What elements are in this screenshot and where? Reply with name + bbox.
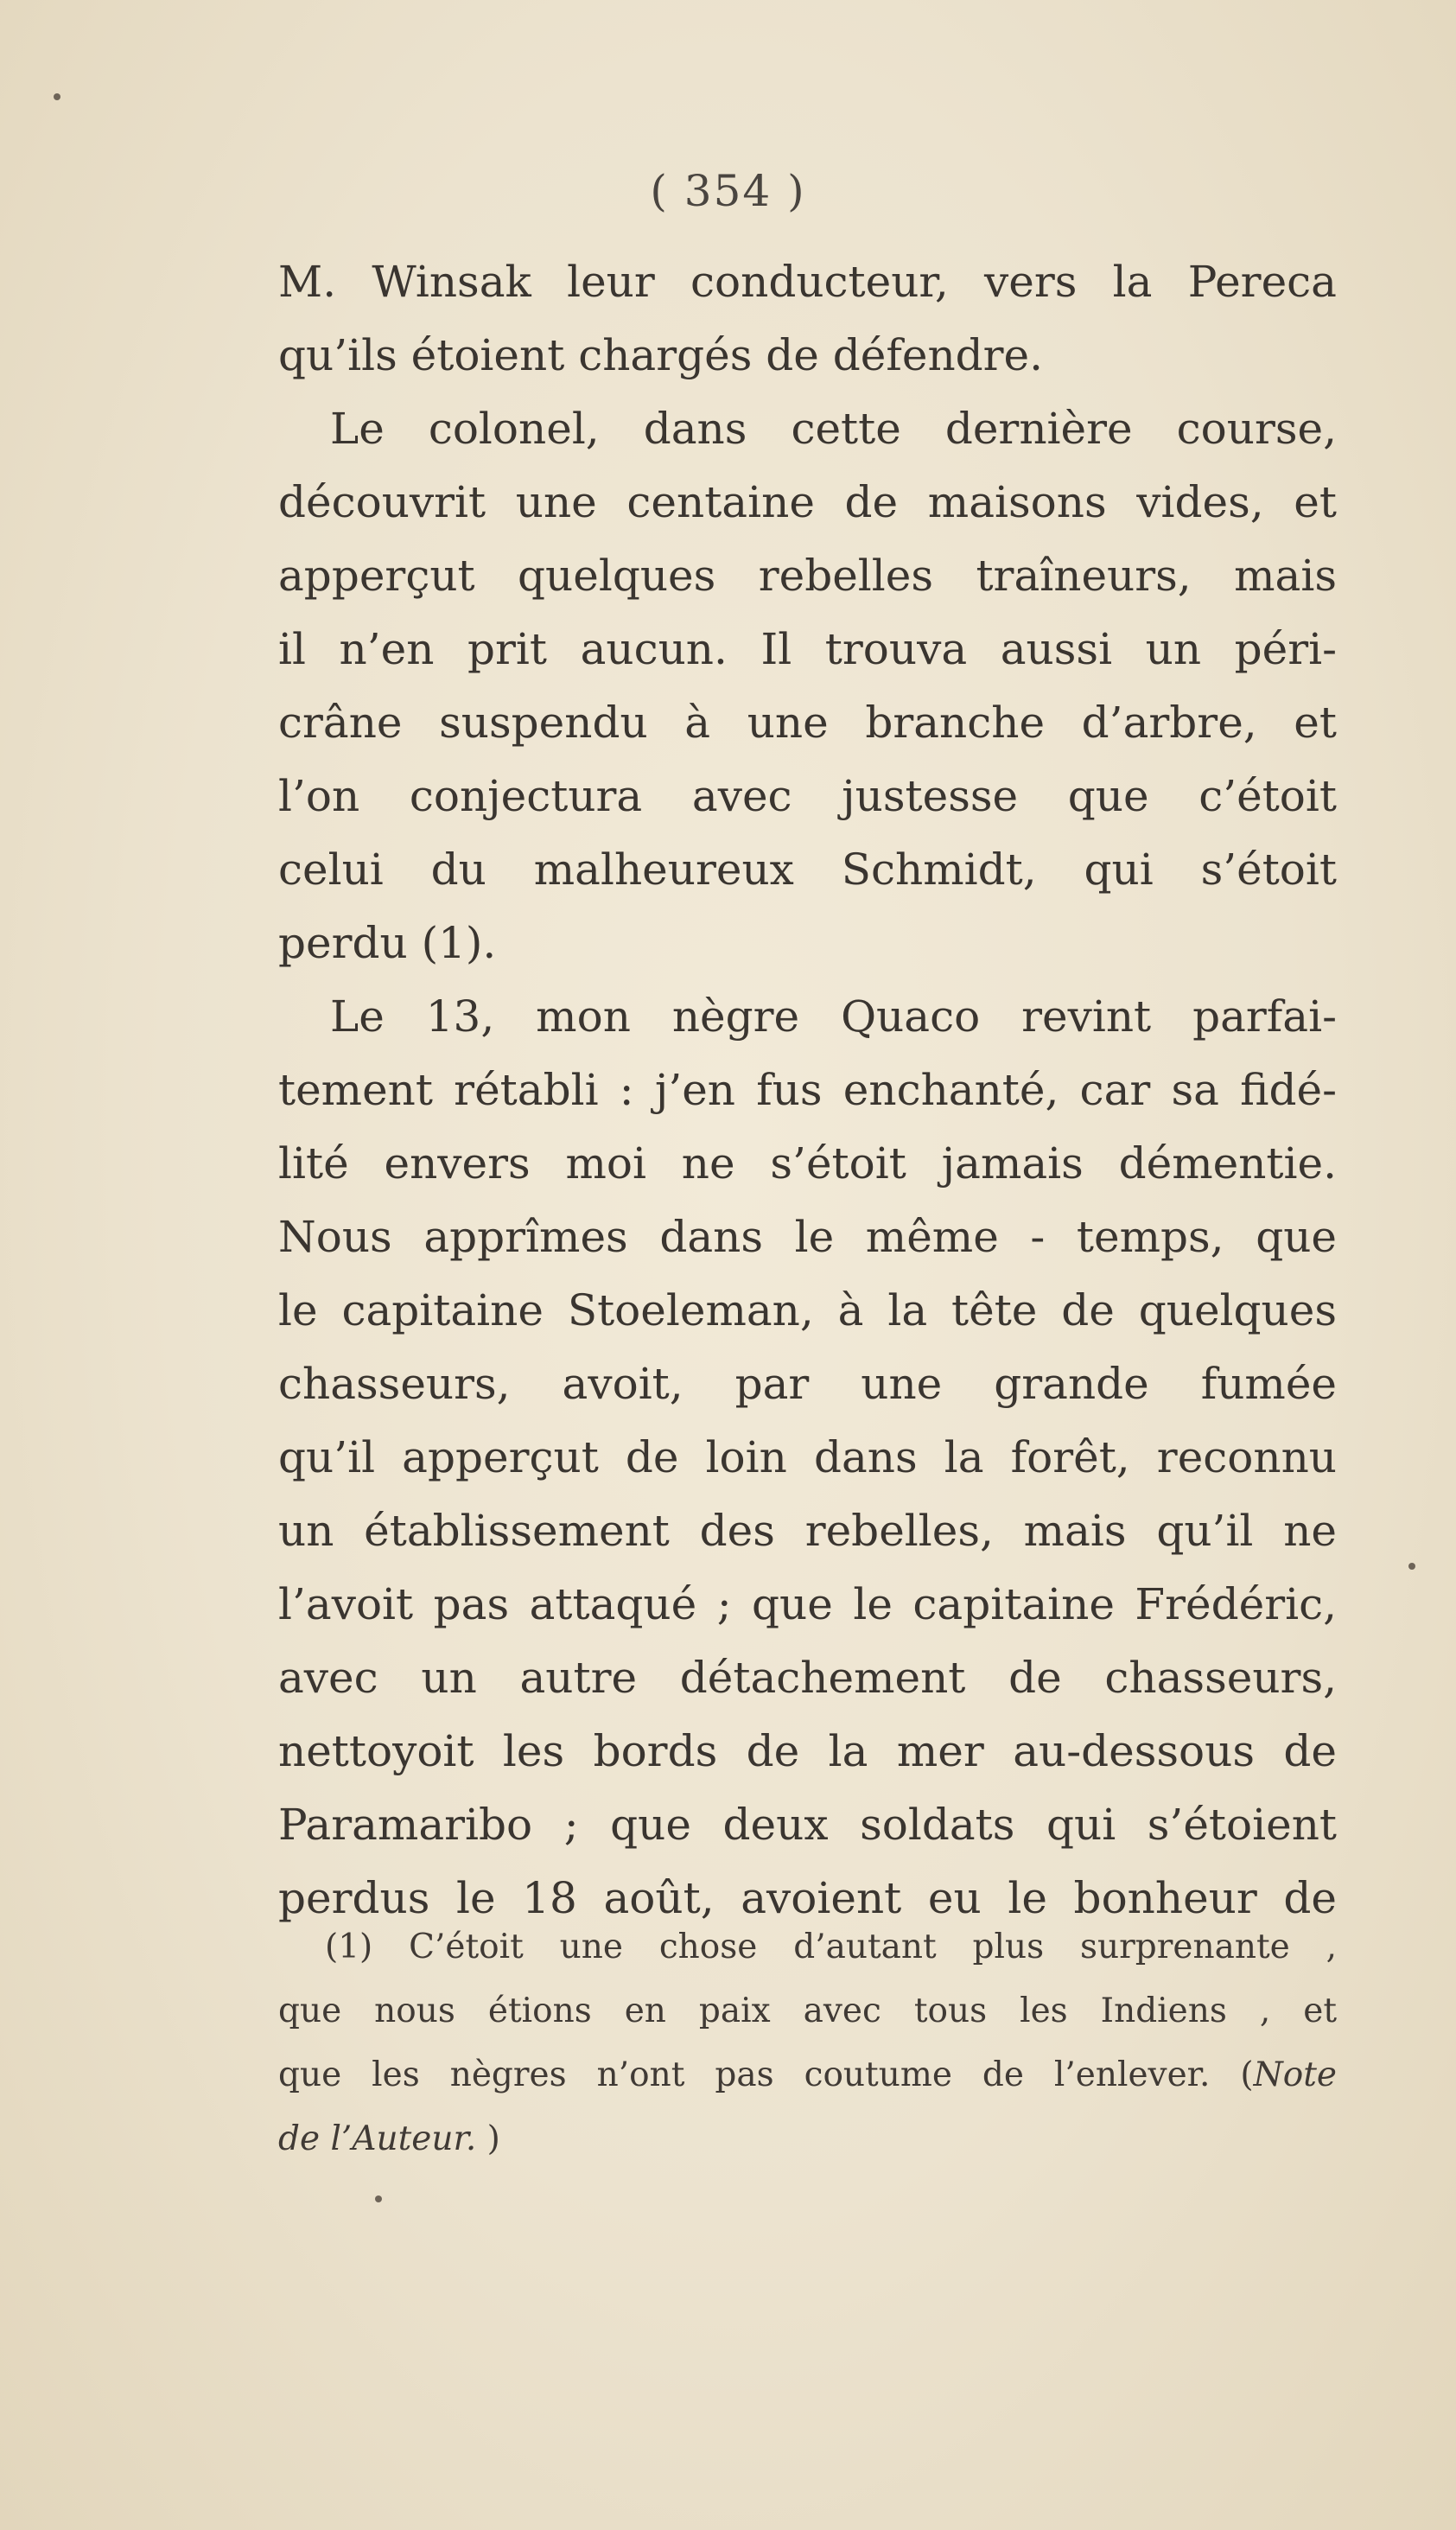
text-line: découvrit une centaine de maisons vides, et [278,477,1337,527]
footnote-line [278,2043,1337,2107]
text-line: perdu (1). [278,918,497,968]
text-line: nettoyoit les bords de la mer au-dessous de [278,1726,1337,1776]
text-line: Le colonel, dans cette dernière course, [330,404,1337,454]
footnote-text: ) [476,2119,500,2158]
text-line: Le 13, mon nègre Quaco revint parfai- [330,991,1337,1042]
text-line: le capitaine Stoeleman, à la tête de quelques [278,1285,1337,1335]
text-line: M. Winsak leur conducteur, vers la Pereca [278,257,1337,307]
footnote [278,1915,1337,2171]
footnote-text: que les nègres n’ont pas coutume de l’enlever. ( [278,2055,1254,2094]
text-line: Paramaribo ; que deux soldats qui s’étoient [278,1800,1337,1850]
paper-speck [54,93,60,100]
text-line: un établissement des rebelles, mais qu’il ne [278,1506,1337,1556]
footnote-italic: de l’Auteur. [278,2119,477,2158]
text-line: avec un autre détachement de chasseurs, [278,1653,1337,1703]
text-line: qu’ils étoient chargés de défendre. [278,330,1044,380]
text-line: qu’il apperçut de loin dans la forêt, reconnu [278,1432,1337,1482]
footnote-line [278,2107,1337,2171]
text-line: celui du malheureux Schmidt, qui s’étoit [278,844,1337,895]
body-text [278,245,1337,1935]
text-line: il n’en prit aucun. Il trouva aussi un péri- [278,624,1337,674]
footnote-line: (1) C’étoit une chose d’autant plus surprenante , [325,1928,1337,1966]
paper-speck [1408,1563,1415,1570]
text-line: l’on conjectura avec justesse que c’étoit [278,771,1337,821]
text-line: tement rétabli : j’en fus enchanté, car sa fidé- [278,1065,1337,1115]
paper-speck [375,2195,382,2202]
text-line: perdus le 18 août, avoient eu le bonheur de [278,1873,1337,1923]
text-line: lité envers moi ne s’étoit jamais démentie. [278,1138,1337,1189]
text-line: Nous apprîmes dans le même - temps, que [278,1212,1337,1262]
text-line: l’avoit pas attaqué ; que le capitaine Frédéric, [278,1579,1337,1629]
footnote-italic: Note [1253,2055,1337,2094]
footnote-line: que nous étions en paix avec tous les Indiens , et [278,1991,1337,2030]
text-line: crâne suspendu à une branche d’arbre, et [278,698,1337,748]
text-line: apperçut quelques rebelles traîneurs, mais [278,551,1337,601]
page-number: ( 354 ) [650,166,806,216]
text-line: chasseurs, avoit, par une grande fumée [278,1359,1337,1409]
